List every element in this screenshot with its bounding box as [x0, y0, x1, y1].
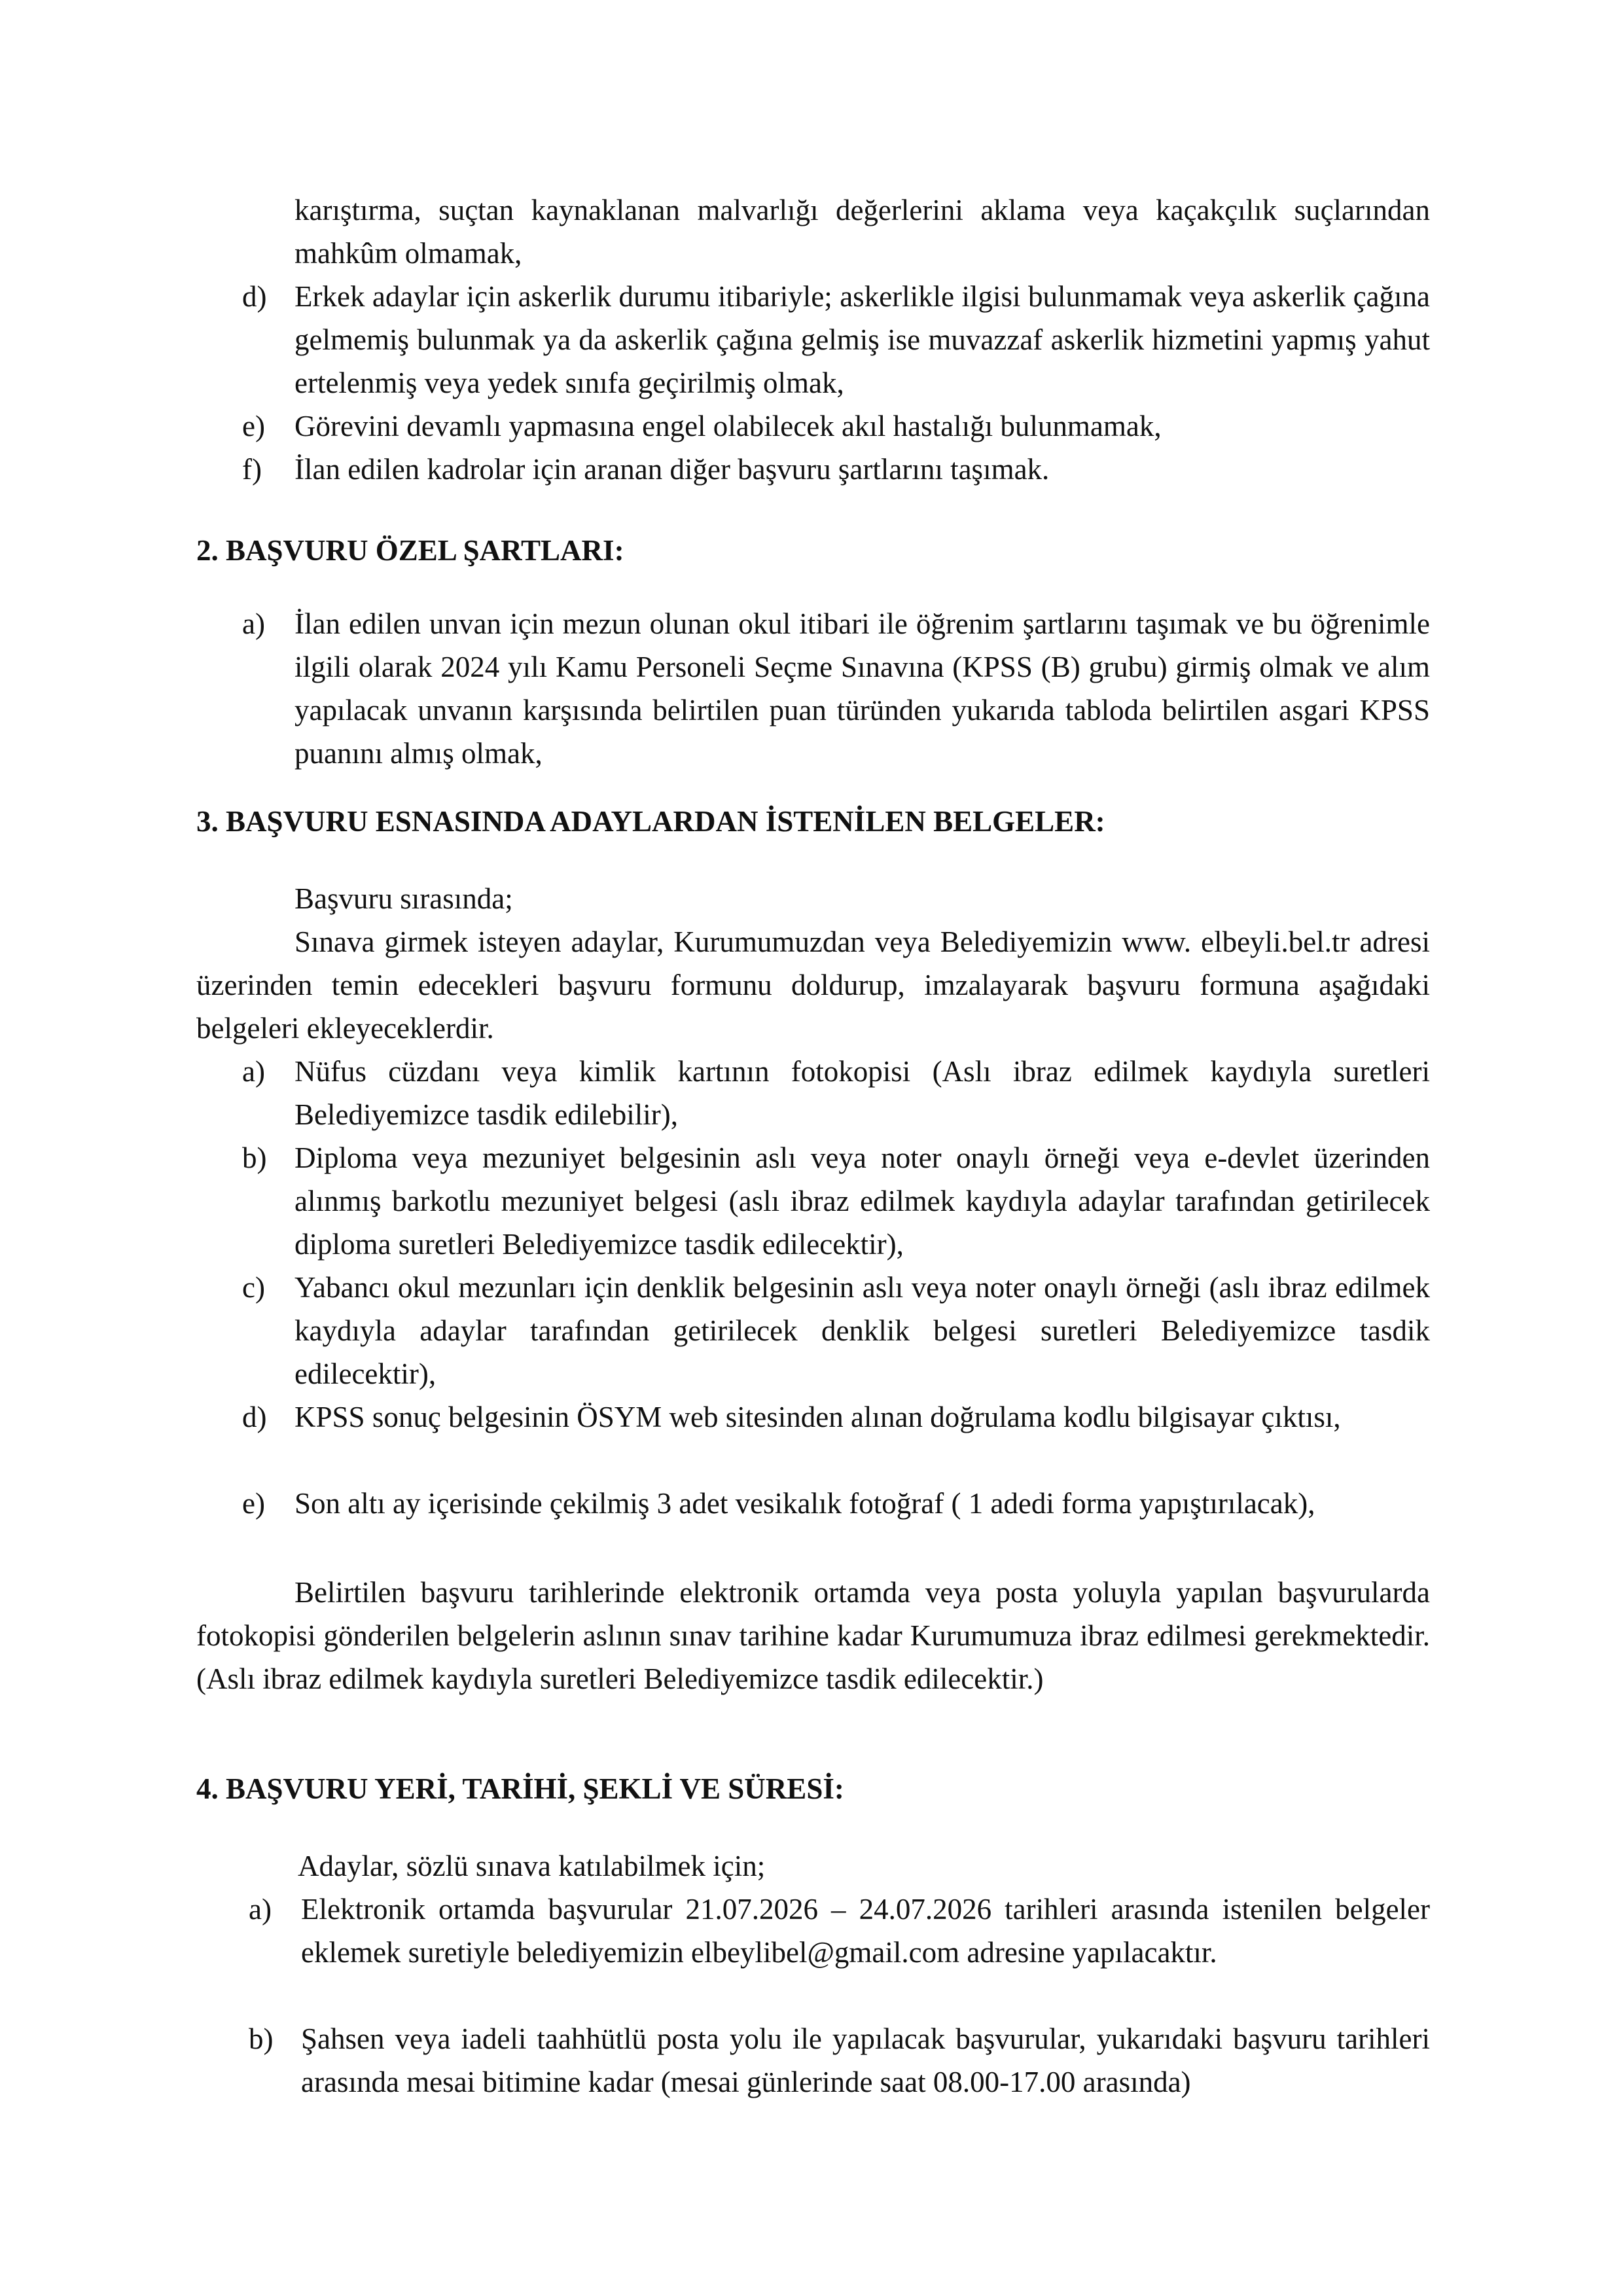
section-lead: Başvuru sırasında; [294, 882, 513, 915]
list-item [242, 448, 1430, 491]
list-item [242, 1266, 1430, 1395]
list-marker: a) [242, 1055, 265, 1088]
list-marker: b) [242, 1141, 267, 1174]
list-item-text: Nüfus cüzdanı veya kimlik kartının fotokopisi (Aslı ibraz edilmek kaydıyla suretleri Belediyemizce tasdik edilebilir), [294, 1055, 1430, 1131]
list-item-text: Diploma veya mezuniyet belgesinin aslı veya noter onaylı örneği veya e-devlet üzerinden alınmış barkotlu mezuniyet belgesi (aslı ibraz edilmek kaydıyla adaylar tarafından getirilecek diploma suretleri Belediyemizce tasdik edilecektir), [294, 1141, 1430, 1261]
list-marker: a) [249, 1893, 272, 1926]
list-item-text: İlan edilen kadrolar için aranan diğer başvuru şartlarını taşımak. [294, 453, 1050, 486]
list-marker: e) [242, 1487, 265, 1520]
list-marker: d) [242, 1401, 267, 1433]
list-item-text: Görevini devamlı yapmasına engel olabilecek akıl hastalığı bulunmamak, [294, 410, 1162, 442]
list-item [249, 2017, 1430, 2104]
list-item-text: Erkek adaylar için askerlik durumu itibariyle; askerlikle ilgisi bulunmamak veya askerlik çağına gelmemiş bulunmak ya da askerlik çağına gelmiş ise muvazzaf askerlik hizmetini yapmış yahut ertelenmiş veya yedek sınıfa geçirilmiş olmak, [294, 280, 1430, 399]
section-heading: 4. BAŞVURU YERİ, TARİHİ, ŞEKLİ VE SÜRESİ: [196, 1772, 844, 1805]
note-paragraph: Belirtilen başvuru tarihlerinde elektronik ortamda veya posta yoluyla yapılan başvurularda fotokopisi gönderilen belgelerin aslının sınav tarihine kadar Kurumumuza ibraz edilmesi gerekmektedir. (Aslı ibraz edilmek kaydıyla suretleri Belediyemizce tasdik edilecektir.) [196, 1576, 1430, 1695]
list-item [242, 404, 1430, 448]
list-item-text: Elektronik ortamda başvurular 21.07.2026 – 24.07.2026 tarihleri arasında istenilen belgeler eklemek suretiyle belediyemizin elbeylibel@gmail.com adresine yapılacaktır. [301, 1893, 1430, 1969]
section-intro-paragraph: Sınava girmek isteyen adaylar, Kurumumuzdan veya Belediyemizin www. elbeyli.bel.tr adresi üzerinden temin edecekleri başvuru formunu doldurup, imzalayarak başvuru formuna aşağıdaki belgeleri ekleyeceklerdir. [196, 925, 1430, 1045]
list-marker: d) [242, 280, 267, 313]
list-item-text: Şahsen veya iadeli taahhütlü posta yolu ile yapılacak başvurular, yukarıdaki başvuru tarihleri arasında mesai bitimine kadar (mesai günlerinde saat 08.00-17.00 arasında) [301, 2022, 1430, 2098]
list-marker: e) [242, 410, 265, 442]
list-marker: f) [242, 453, 262, 486]
list-item [242, 1136, 1430, 1266]
list-item-text: Son altı ay içerisinde çekilmiş 3 adet vesikalık fotoğraf ( 1 adedi forma yapıştırılacak), [294, 1487, 1315, 1520]
section-lead: Adaylar, sözlü sınava katılabilmek için; [298, 1850, 766, 1882]
list-item-text: karıştırma, suçtan kaynaklanan malvarlığı değerlerini aklama veya kaçakçılık suçlarından mahkûm olmamak, [294, 194, 1430, 270]
list-marker: c) [242, 1271, 265, 1304]
section-heading: 2. BAŞVURU ÖZEL ŞARTLARI: [196, 534, 624, 567]
list-item [242, 188, 1430, 275]
list-marker: a) [242, 607, 265, 640]
list-item [242, 1482, 1430, 1525]
list-item [242, 275, 1430, 404]
list-marker: b) [249, 2022, 274, 2055]
list-item [249, 1888, 1430, 1974]
section-heading: 3. BAŞVURU ESNASINDA ADAYLARDAN İSTENİLEN BELGELER: [196, 805, 1105, 838]
list-item-text: Yabancı okul mezunları için denklik belgesinin aslı veya noter onaylı örneği (aslı ibraz edilmek kaydıyla adaylar tarafından getirilecek denklik belgesi suretleri Belediyemizce tasdik edilecektir), [294, 1271, 1430, 1390]
list-item [242, 602, 1430, 775]
list-item [242, 1395, 1430, 1439]
list-item-text: İlan edilen unvan için mezun olunan okul itibari ile öğrenim şartlarını taşımak ve bu öğrenimle ilgili olarak 2024 yılı Kamu Personeli Seçme Sınavına (KPSS (B) grubu) girmiş olmak ve alım yapılacak unvanın karşısında belirtilen puan türünden yukarıda tabloda belirtilen asgari KPSS puanını almış olmak, [294, 607, 1430, 770]
list-item-text: KPSS sonuç belgesinin ÖSYM web sitesinden alınan doğrulama kodlu bilgisayar çıktısı, [294, 1401, 1341, 1433]
list-item [242, 1050, 1430, 1136]
